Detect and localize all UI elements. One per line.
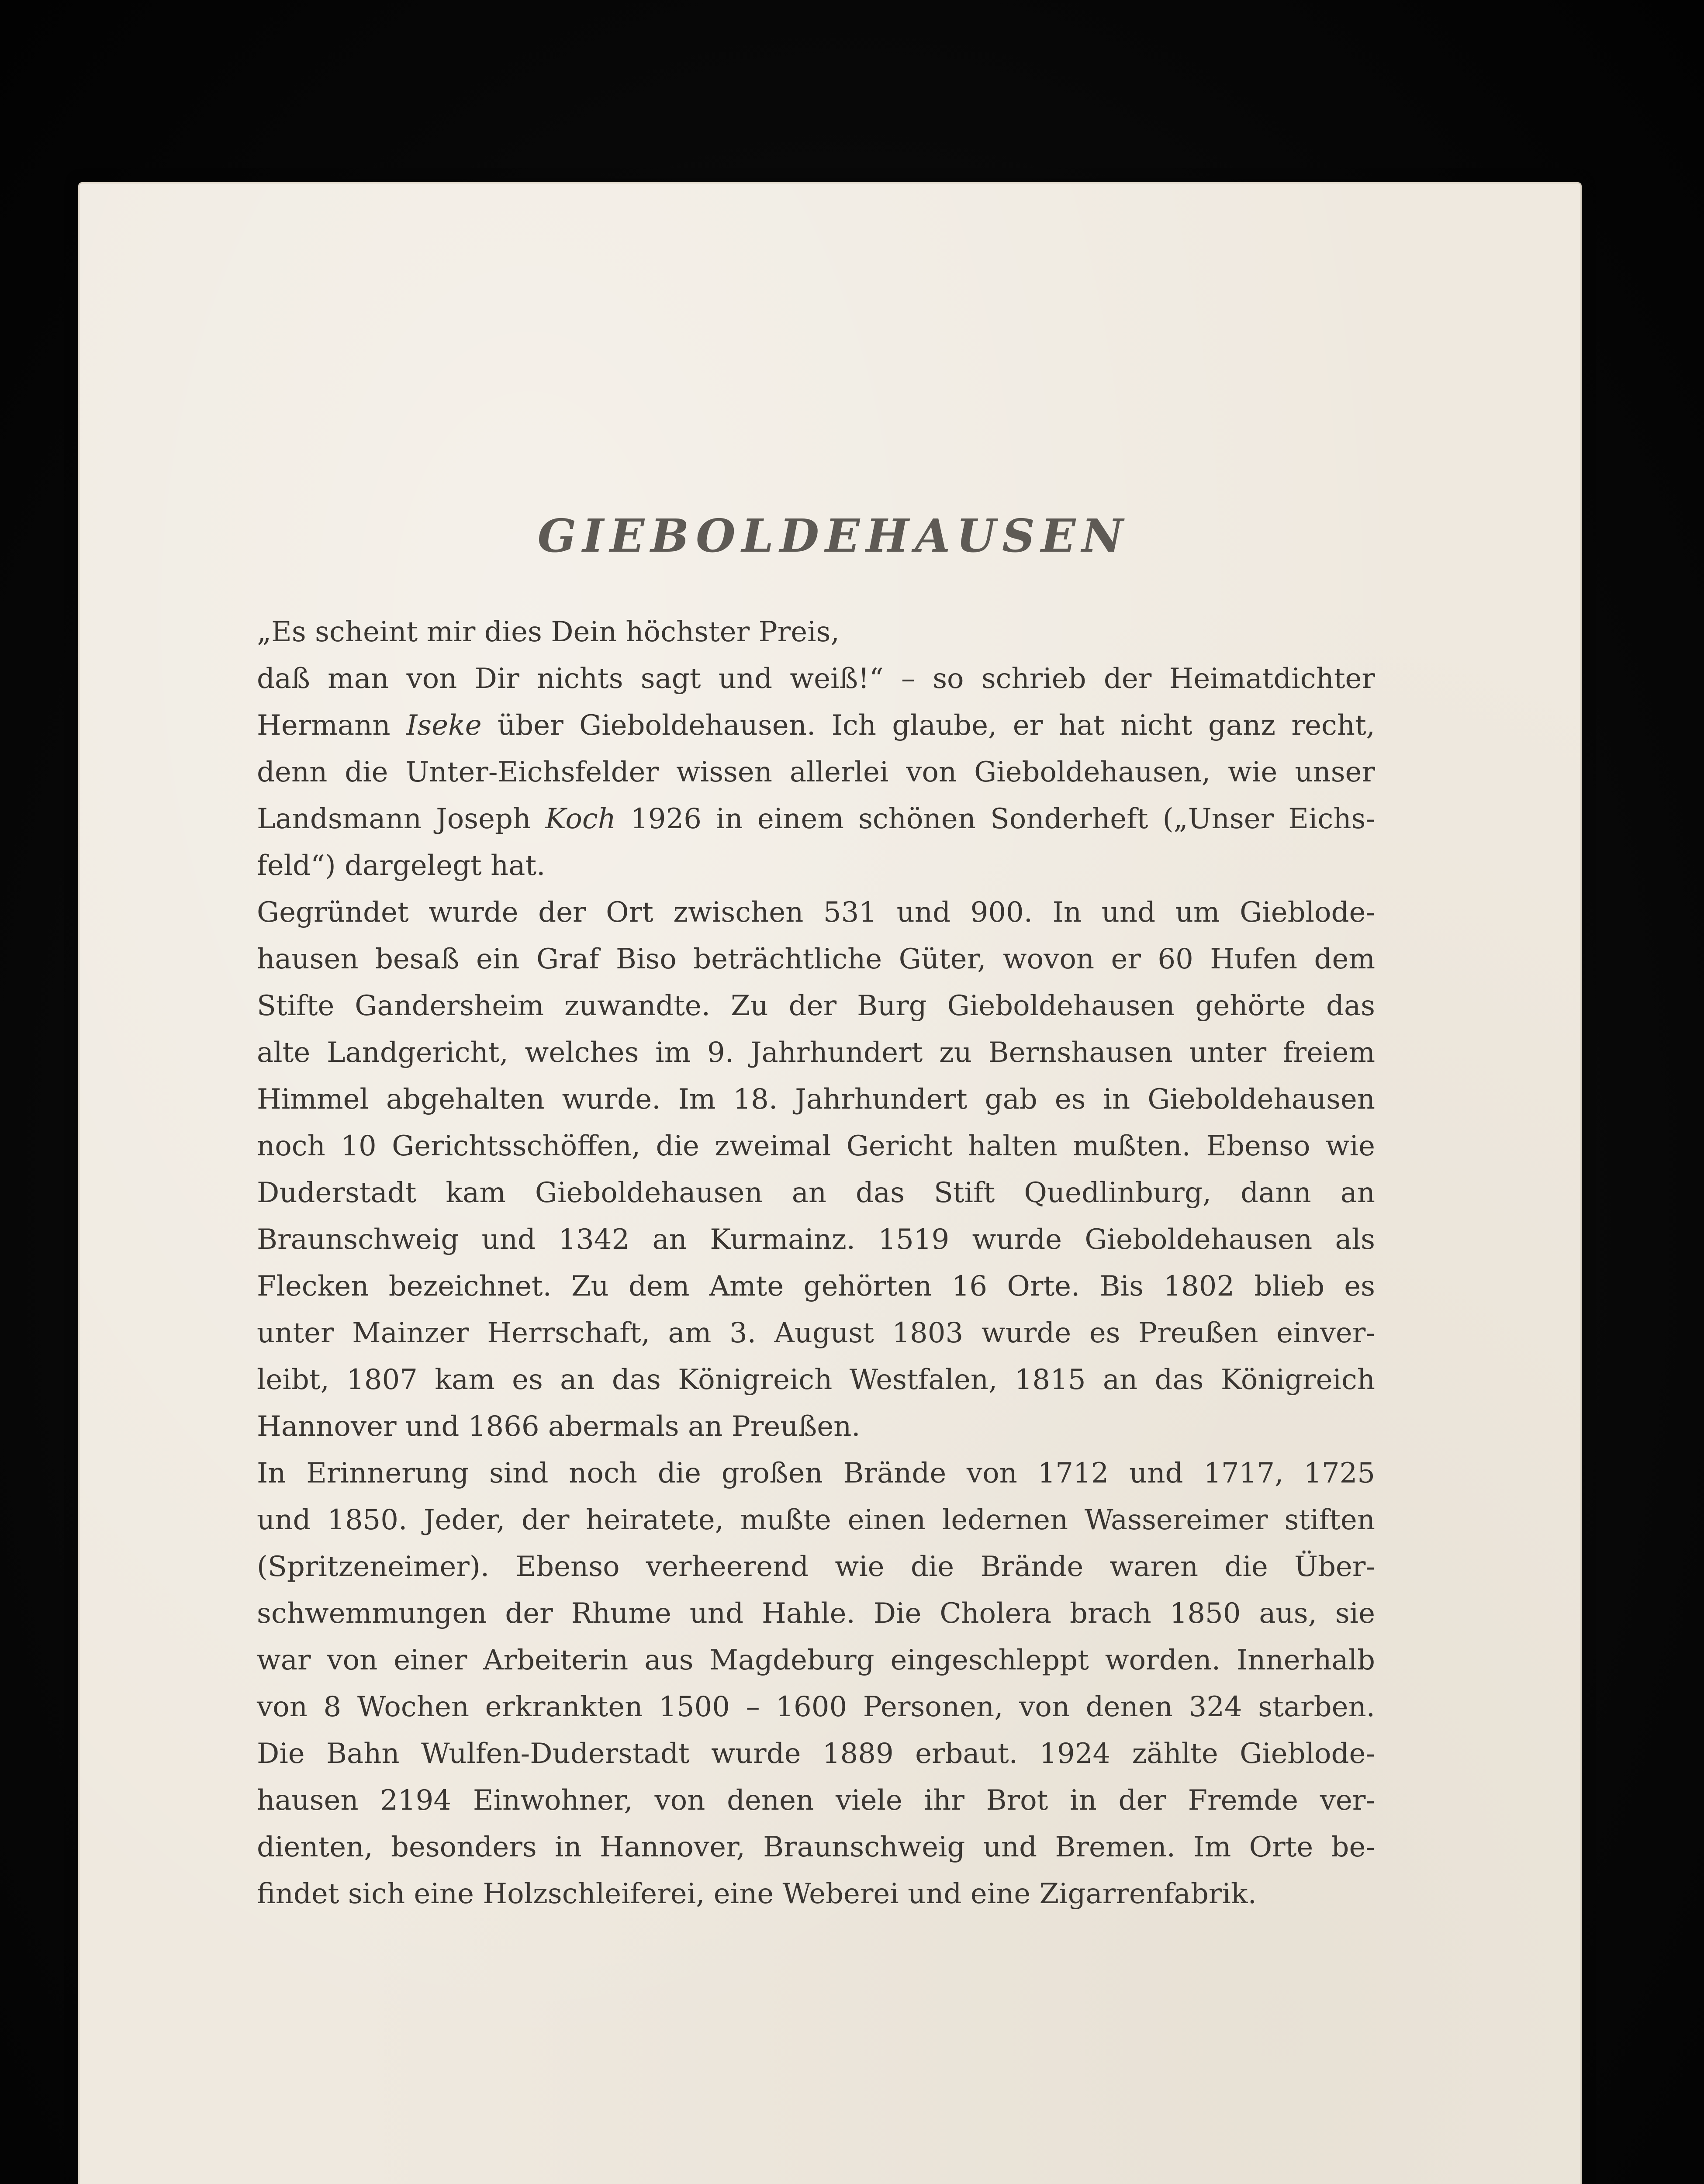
text-line xyxy=(257,702,1375,749)
text-line: war von einer Arbeiterin aus Magdeburg eingeschleppt worden. Innerhalb xyxy=(257,1644,1375,1676)
text-line: schwemmungen der Rhume und Hahle. Die Cholera brach 1850 aus, sie xyxy=(257,1597,1375,1630)
text-segment: 1926 in einem schönen Sonderheft („Unser Eichs- xyxy=(615,803,1376,835)
italic-name: Iseke xyxy=(406,709,482,742)
text-line: Braunschweig und 1342 an Kurmainz. 1519 wurde Gieboldehausen als xyxy=(257,1223,1375,1256)
text-line: Hannover und 1866 abermals an Preußen. xyxy=(257,1410,861,1443)
text-line: Himmel abgehalten wurde. Im 18. Jahrhundert gab es in Gieboldehausen xyxy=(257,1083,1375,1116)
text-line: hausen 2194 Einwohner, von denen viele ihr Brot in der Fremde ver- xyxy=(257,1784,1375,1817)
text-segment: Landsmann Joseph xyxy=(257,803,546,835)
text-line: dienten, besonders in Hannover, Braunschweig und Bremen. Im Orte be- xyxy=(257,1831,1375,1863)
page-title: GIEBOLDEHAUSEN xyxy=(537,509,1130,563)
text-line: von 8 Wochen erkrankten 1500 – 1600 Personen, von denen 324 starben. xyxy=(257,1691,1375,1723)
text-line: hausen besaß ein Graf Biso beträchtliche Güter, wovon er 60 Hufen dem xyxy=(257,943,1375,975)
text-line: „Es scheint mir dies Dein höchster Preis, xyxy=(257,616,840,648)
text-segment: Hermann xyxy=(257,709,406,742)
paper-sheet xyxy=(79,183,1580,2184)
text-line: Stifte Gandersheim zuwandte. Zu der Burg Gieboldehausen gehörte das xyxy=(257,990,1375,1022)
text-line: Die Bahn Wulfen-Duderstadt wurde 1889 erbaut. 1924 zählte Gieblode- xyxy=(257,1738,1375,1770)
text-line: In Erinnerung sind noch die großen Brände von 1712 und 1717, 1725 xyxy=(257,1457,1375,1489)
text-segment: über Gieboldehausen. Ich glaube, er hat nicht ganz recht, xyxy=(481,709,1376,742)
text-line: (Spritzeneimer). Ebenso verheerend wie die Brände waren die Über- xyxy=(257,1551,1375,1583)
text-line: denn die Unter-Eichsfelder wissen allerlei von Gieboldehausen, wie unser xyxy=(257,756,1375,788)
text-line: Gegründet wurde der Ort zwischen 531 und 900. In und um Gieblode- xyxy=(257,896,1375,929)
text-line: alte Landgericht, welches im 9. Jahrhundert zu Bernshausen unter freiem xyxy=(257,1037,1375,1069)
text-line: findet sich eine Holzschleiferei, eine Weberei und eine Zigarrenfabrik. xyxy=(257,1878,1257,1910)
text-line: noch 10 Gerichtsschöffen, die zweimal Gericht halten mußten. Ebenso wie xyxy=(257,1130,1375,1162)
text-line: unter Mainzer Herrschaft, am 3. August 1803 wurde es Preußen einver- xyxy=(257,1317,1375,1349)
text-line: feld“) dargelegt hat. xyxy=(257,850,546,882)
text-line xyxy=(257,796,1375,843)
body-text xyxy=(257,609,1375,1918)
text-line: Flecken bezeichnet. Zu dem Amte gehörten 16 Orte. Bis 1802 blieb es xyxy=(257,1270,1375,1303)
text-line: leibt, 1807 kam es an das Königreich Westfalen, 1815 an das Königreich xyxy=(257,1364,1375,1396)
text-line: und 1850. Jeder, der heiratete, mußte einen ledernen Wassereimer stiften xyxy=(257,1504,1375,1536)
italic-name: Koch xyxy=(545,803,616,835)
text-line: Duderstadt kam Gieboldehausen an das Stift Quedlinburg, dann an xyxy=(257,1177,1375,1209)
text-line: daß man von Dir nichts sagt und weiß!“ – so schrieb der Heimatdichter xyxy=(257,663,1375,695)
